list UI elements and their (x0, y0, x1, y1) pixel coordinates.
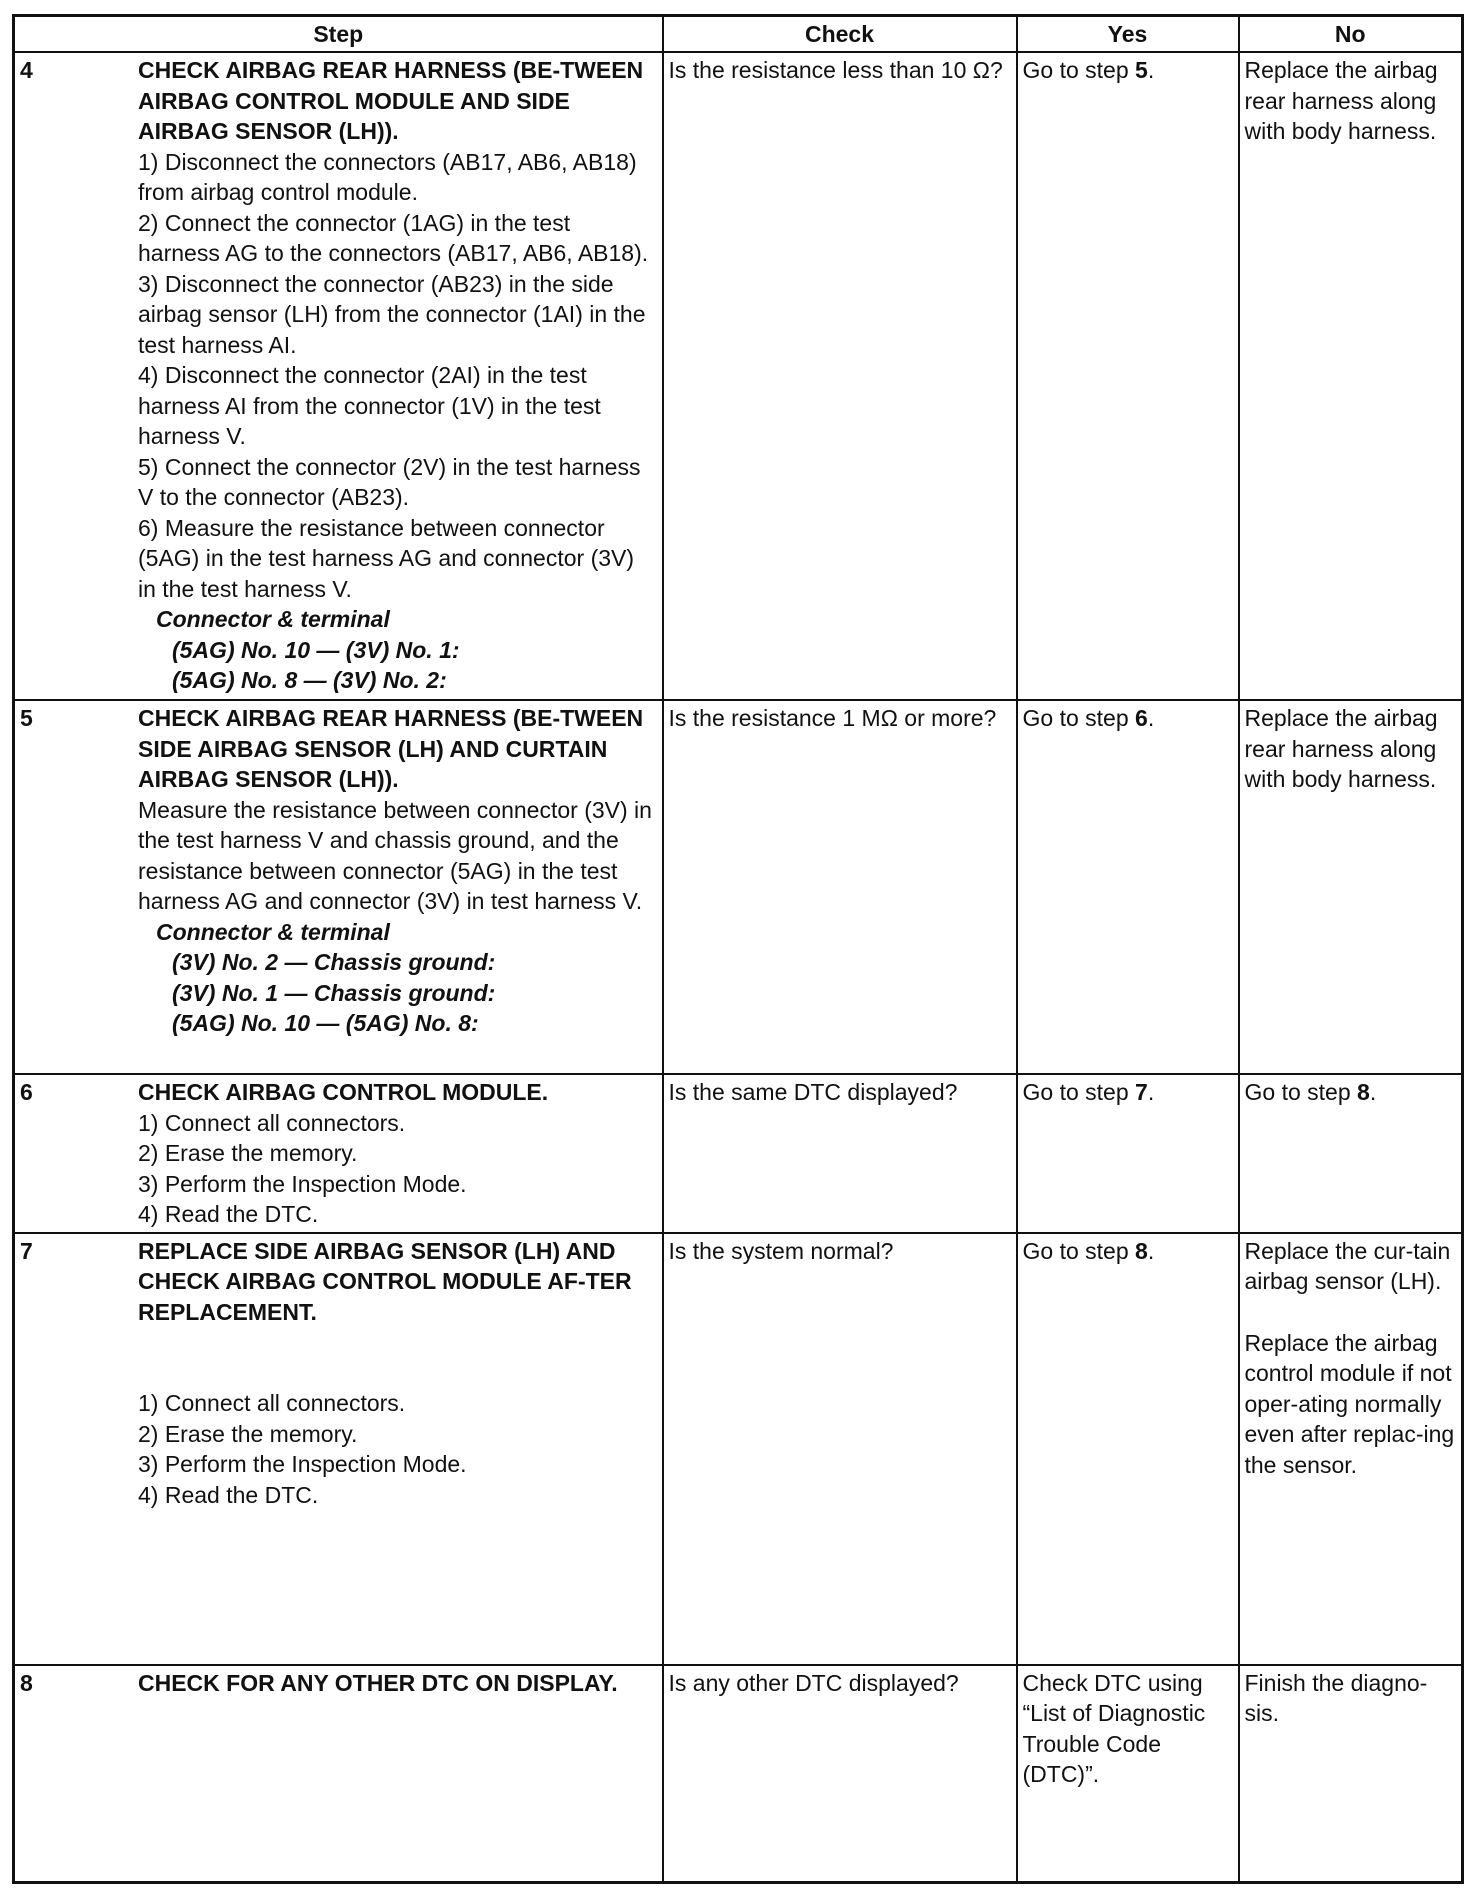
table-row (14, 52, 1463, 700)
no-result-sensor: Replace the cur-tain airbag sensor (LH). (1244, 1237, 1451, 1294)
header-step: Step (14, 16, 663, 53)
connector-spec: (3V) No. 2 — Chassis ground: (172, 949, 496, 975)
step-heading: REPLACE SIDE AIRBAG SENSOR (LH) AND CHECK AIRBAG CONTROL MODULE AF-TER REPLACEMENT. (138, 1237, 632, 1325)
step-cell (14, 52, 663, 700)
step-instruction: 5) Connect the connector (2V) in the test harness V to the connector (AB23). (138, 453, 641, 510)
header-check: Check (663, 16, 1017, 53)
header-yes: Yes (1017, 16, 1239, 53)
step-instruction: 3) Perform the Inspection Mode. (138, 1451, 467, 1477)
table-row (14, 700, 1463, 1074)
check-cell: Is the same DTC displayed? (663, 1074, 1017, 1233)
step-instruction: 4) Read the DTC. (138, 1201, 319, 1227)
step-instruction: 1) Connect all connectors. (138, 1109, 406, 1136)
check-cell: Is the resistance less than 10 Ω? (663, 52, 1017, 700)
no-prefix: Go to step (1244, 1079, 1358, 1105)
yes-step-link: 7 (1135, 1079, 1148, 1105)
connector-title: Connector & terminal (156, 606, 390, 632)
yes-step-link: 6 (1135, 705, 1148, 731)
step-number: 7 (20, 1237, 33, 1264)
step-cell (14, 1233, 663, 1665)
check-cell: Is the system normal? (663, 1233, 1017, 1665)
step-instruction: 3) Disconnect the connector (AB23) in the side airbag sensor (LH) from the connector (1AI) in the test harness AI. (138, 270, 646, 358)
step-heading: CHECK AIRBAG REAR HARNESS (BE-TWEEN AIRBAG CONTROL MODULE AND SIDE AIRBAG SENSOR (LH)). (138, 57, 644, 144)
yes-cell: Go to step 6. (1017, 700, 1239, 1074)
step-number: 5 (20, 705, 33, 731)
check-cell: Is any other DTC displayed? (663, 1665, 1017, 1883)
step-instruction: 4) Read the DTC. (138, 1481, 319, 1508)
connector-spec: (5AG) No. 8 — (3V) No. 2: (172, 667, 447, 693)
step-heading: CHECK AIRBAG REAR HARNESS (BE-TWEEN SIDE AIRBAG SENSOR (LH) AND CURTAIN AIRBAG SENSOR (LH)). (138, 705, 644, 792)
no-cell: Go to step 8. (1239, 1074, 1463, 1233)
yes-cell: Go to step 8. (1017, 1233, 1239, 1665)
step-instruction: 1) Connect all connectors. (138, 1390, 406, 1416)
table-row (14, 1233, 1463, 1665)
no-result-module: Replace the airbag control module if not oper-ating normally even after replac-ing the sensor. (1244, 1329, 1455, 1478)
connector-spec: (3V) No. 1 — Chassis ground: (172, 979, 496, 1006)
step-number: 8 (20, 1669, 33, 1696)
table-row (14, 1074, 1463, 1233)
step-heading: CHECK FOR ANY OTHER DTC ON DISPLAY. (138, 1669, 618, 1696)
table-row (14, 1665, 1463, 1883)
step-heading: CHECK AIRBAG CONTROL MODULE. (138, 1079, 549, 1105)
no-cell: Replace the airbag rear harness along with body harness. (1239, 52, 1463, 700)
step-instruction: 2) Erase the memory. (138, 1140, 358, 1166)
check-cell: Is the resistance 1 MΩ or more? (663, 700, 1017, 1074)
yes-step-link: 8 (1135, 1237, 1148, 1264)
yes-cell: Go to step 7. (1017, 1074, 1239, 1233)
step-cell (14, 700, 663, 1074)
yes-prefix: Go to step (1022, 705, 1136, 731)
step-instruction: Measure the resistance between connector (3V) in the test harness V and chassis ground, and the resistance between connector (5AG) in the test harness AG and connector (3V) in test harness V. (138, 796, 652, 914)
step-instruction: 3) Perform the Inspection Mode. (138, 1170, 467, 1197)
yes-cell: Go to step 5. (1017, 52, 1239, 700)
header-no: No (1239, 16, 1463, 53)
diagnostic-page (12, 14, 1461, 1884)
no-cell: Finish the diagno-sis. (1239, 1665, 1463, 1883)
step-cell (14, 1665, 663, 1883)
step-instruction: 2) Erase the memory. (138, 1420, 358, 1447)
step-cell (14, 1074, 663, 1233)
no-step-link: 8 (1357, 1079, 1370, 1105)
diagnostic-table (12, 14, 1464, 1884)
no-cell: Replace the airbag rear harness along with body harness. (1239, 700, 1463, 1074)
step-instruction: 2) Connect the connector (1AG) in the test harness AG to the connectors (AB17, AB6, AB18). (138, 209, 649, 266)
yes-step-link: 5 (1135, 57, 1148, 83)
step-instruction: 4) Disconnect the connector (2AI) in the test harness AI from the connector (1V) in the test harness V. (138, 362, 601, 449)
connector-spec: (5AG) No. 10 — (3V) No. 1: (172, 636, 460, 663)
connector-spec: (5AG) No. 10 — (5AG) No. 8: (172, 1010, 479, 1036)
yes-prefix: Go to step (1022, 1237, 1136, 1264)
table-header-row (14, 16, 1463, 53)
connector-title: Connector & terminal (156, 918, 390, 945)
no-cell (1239, 1233, 1463, 1665)
yes-prefix: Go to step (1022, 1079, 1136, 1105)
yes-cell: Check DTC using “List of Diagnostic Trouble Code (DTC)”. (1017, 1665, 1239, 1883)
step-instruction: 6) Measure the resistance between connector (5AG) in the test harness AG and connector (3V) in the test harness V. (138, 514, 635, 602)
yes-prefix: Go to step (1022, 57, 1136, 83)
step-number: 6 (20, 1079, 33, 1105)
step-instruction: 1) Disconnect the connectors (AB17, AB6, AB18) from airbag control module. (138, 148, 637, 205)
step-number: 4 (20, 57, 33, 83)
